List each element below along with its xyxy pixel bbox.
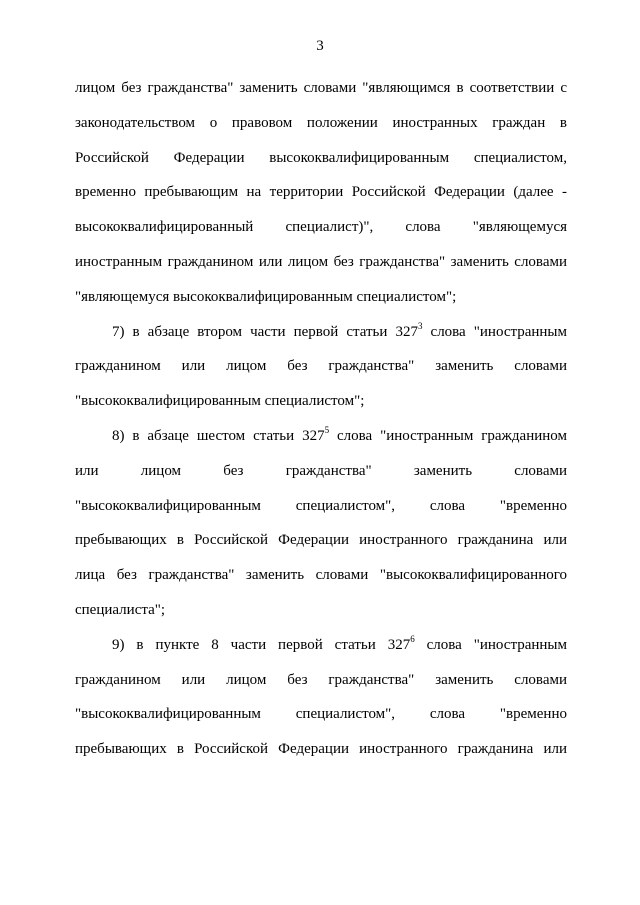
text-line [75,419,567,454]
item-7-lead: 7) в абзаце втором части первой статьи 327 [112,323,418,340]
item-7-tail: слова "иностранным [422,323,567,340]
text-line: Российской Федерации высококвалифицированным специалистом, [75,149,567,166]
text-line [75,315,567,350]
text-line: или лицом без гражданства" заменить словами [75,462,567,479]
text-line: гражданином или лицом без гражданства" заменить словами [75,358,567,375]
text-line: пребывающих в Российской Федерации иностранного гражданина или [75,741,567,758]
text-line: "высококвалифицированным специалистом", слова "временно [75,497,567,514]
paragraph-item-8 [75,419,567,628]
text-line: лица без гражданства" заменить словами "высококвалифицированного [75,567,567,584]
article-superscript: 6 [410,633,415,644]
text-line: лицом без гражданства" заменить словами "являющимся в соответствии с [75,80,567,96]
paragraph-item-7 [75,315,567,419]
item-8-tail: слова "иностранным гражданином [329,427,567,444]
text-line: специалиста"; [75,601,166,618]
text-line: гражданином или лицом без гражданства" заменить словами [75,671,567,688]
text-line: "высококвалифицированным специалистом"; [75,393,365,410]
text-line: "являющемуся высококвалифицированным специалистом"; [75,288,457,305]
text-line [75,628,567,663]
text-line: законодательством о правовом положении иностранных граждан в [75,114,567,131]
paragraph-item-9 [75,628,567,767]
document-body [75,71,567,767]
text-line: иностранным гражданином или лицом без гражданства" заменить словами [75,253,567,270]
text-line: высококвалифицированный специалист)", слова "являющемуся [75,219,567,236]
paragraph-continuation [75,71,567,315]
text-line: "высококвалифицированным специалистом", слова "временно [75,706,567,723]
page-number: 3 [316,38,324,54]
item-9-lead: 9) в пункте 8 части первой статьи 327 [112,636,411,653]
item-8-lead: 8) в абзаце шестом статьи 327 [112,427,325,444]
text-line: пребывающих в Российской Федерации иностранного гражданина или [75,532,567,549]
item-9-tail: слова "иностранным [414,636,567,653]
article-superscript: 3 [417,320,423,331]
text-line: временно пребывающим на территории Российской Федерации (далее - [75,184,567,201]
article-superscript: 5 [324,424,330,435]
